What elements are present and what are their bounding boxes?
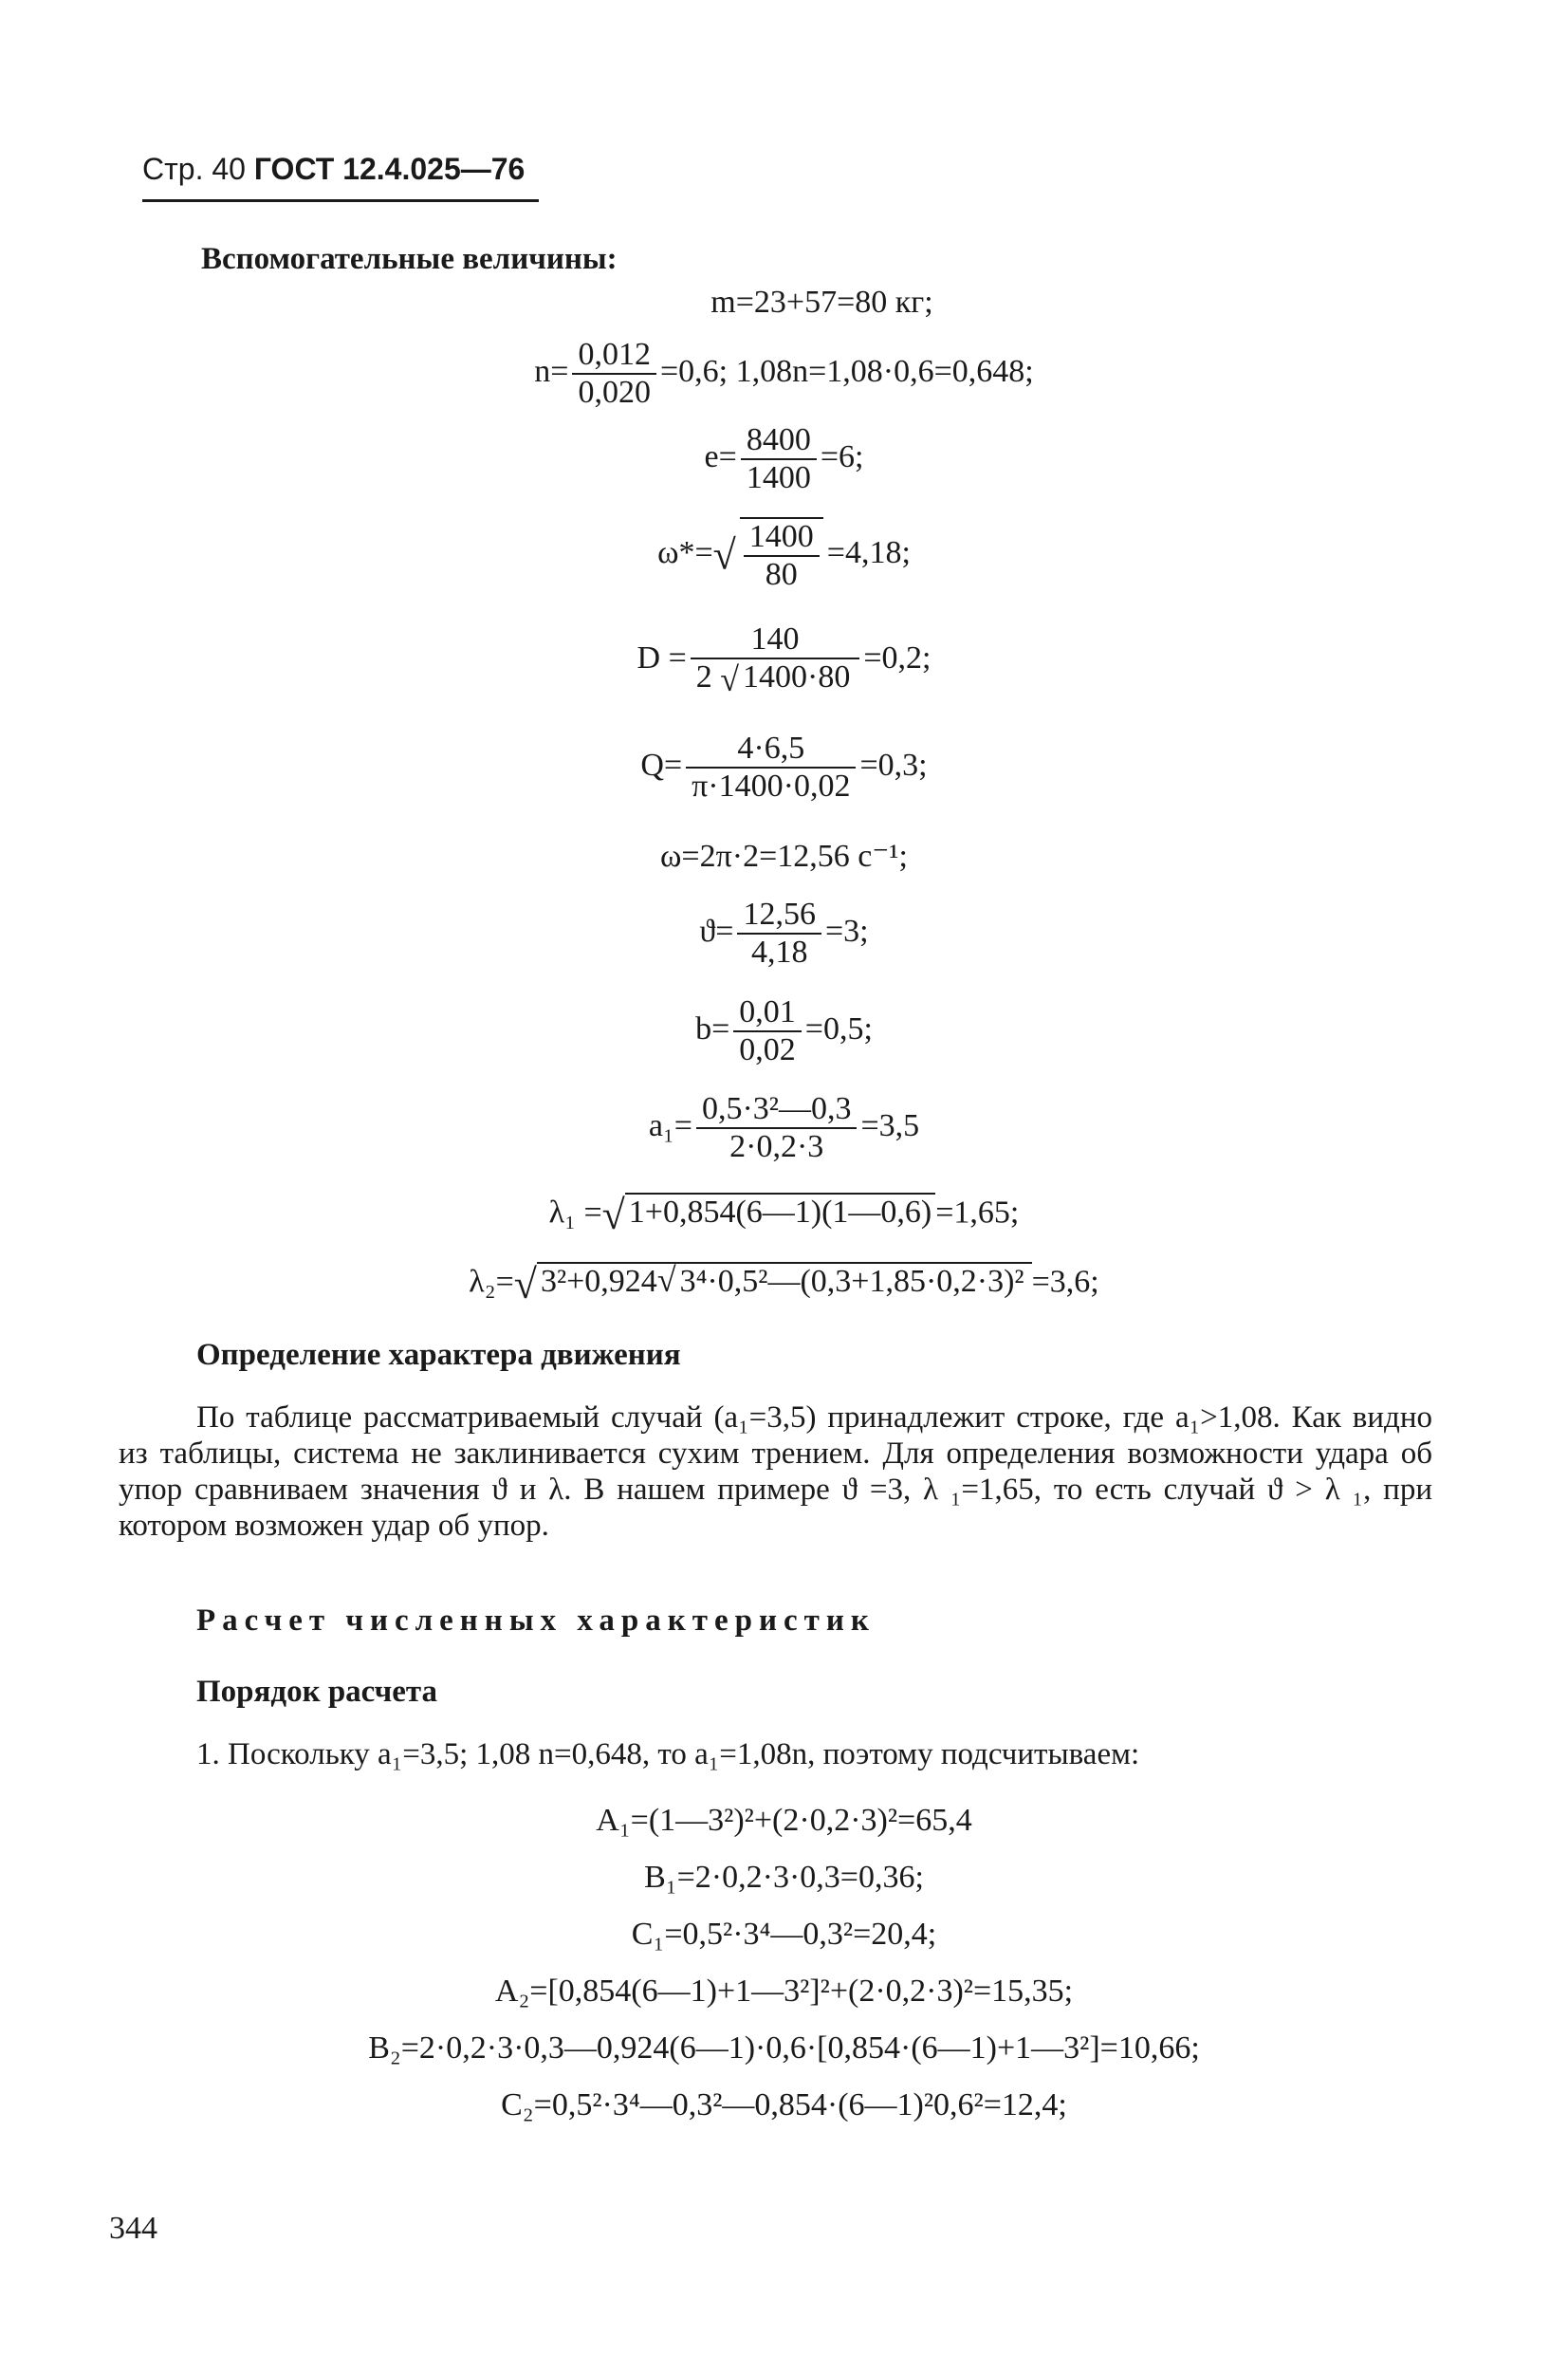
eq-a1: a₁= $\frac{\text{0,5·3²—0,3}}{2\cdot 0,2\cdot 3}$ =3,5 <box>648 1091 920 1164</box>
aux-heading: Вспомогательные величины: <box>201 242 618 276</box>
header-rule <box>142 199 539 202</box>
header-page-label: Стр. 40 <box>142 152 246 186</box>
motion-paragraph: По таблице рассматриваемый случай (a₁=3,5) принадлежит строке, где a₁>1,08. Как видно из таблицы, система не заклинивается сухим трением. Для определения возможности удара об упор сравниваем значения ϑ и λ. В нашем примере ϑ =3, λ ₁=1,65, то есть случай ϑ > λ ₁, при котором возможен удар об упор. <box>119 1400 1432 1543</box>
eq-lambda1: λ₁ =√ 1+0,854(6—1)(1—0,6) =1,65; <box>548 1192 1020 1238</box>
eq-B1: B₁=2·0,2·3·0,3=0,36; <box>644 1860 924 1895</box>
eq-lambda2: λ₂=√ 3²+0,924√ 3⁴·0,5²—(0,3+1,85·0,2·3)² =3,6; <box>469 1261 1099 1307</box>
eq-C1: C₁=0,5²·3⁴—0,3²=20,4; <box>631 1917 937 1952</box>
eq-e: e= $\frac{8400}{1400}$ =6; <box>704 422 864 495</box>
header-standard: ГОСТ 12.4.025—76 <box>253 152 526 186</box>
eq-theta: ϑ= $\frac{12,56}{4,18}$ =3; <box>699 897 869 970</box>
eq-A1: A₁=(1—3²)²+(2·0,2·3)²=65,4 <box>596 1803 972 1838</box>
eq-C2: C₂=0,5²·3⁴—0,3²—0,854·(6—1)²0,6²=12,4; <box>501 2087 1067 2122</box>
eq-omega: ω=2π·2=12,56 с⁻¹; <box>660 839 908 874</box>
page-number: 344 <box>109 2211 157 2246</box>
calc-heading: Расчет численных характеристик <box>196 1603 876 1638</box>
eq-omega-star: ω*=√ $\frac{1400}{80}$ =4,18; <box>657 519 911 592</box>
step1-paragraph: 1. Поскольку a₁=3,5; 1,08 n=0,648, то a₁=1,08n, поэтому подсчитываем: <box>196 1737 1140 1771</box>
eq-D: D = $\frac{140}{2 √ 1400\cdot 80}$ =0,2; <box>636 621 932 699</box>
eq-m: m=23+57=80 кг; <box>710 285 933 320</box>
eq-n: n= $\frac{0,012}{0,020}$ =0,6; 1,08n=1,08·0,6=0,648; <box>534 337 1034 410</box>
eq-Q: Q= $\frac{4\cdot 6,5}{\pi\cdot 1400\cdot 0,02}$ =0,3; <box>640 731 928 804</box>
eq-b: b= $\frac{0,01}{0,02}$ =0,5; <box>695 994 873 1067</box>
eq-B2: B₂=2·0,2·3·0,3—0,924(6—1)·0,6·[0,854·(6—1)+1—3²]=10,66; <box>368 2030 1200 2066</box>
motion-heading: Определение характера движения <box>196 1338 681 1372</box>
page-header <box>142 152 525 187</box>
order-heading: Порядок расчета <box>196 1675 438 1709</box>
eq-A2: A₂=[0,854(6—1)+1—3²]²+(2·0,2·3)²=15,35; <box>494 1974 1074 2009</box>
